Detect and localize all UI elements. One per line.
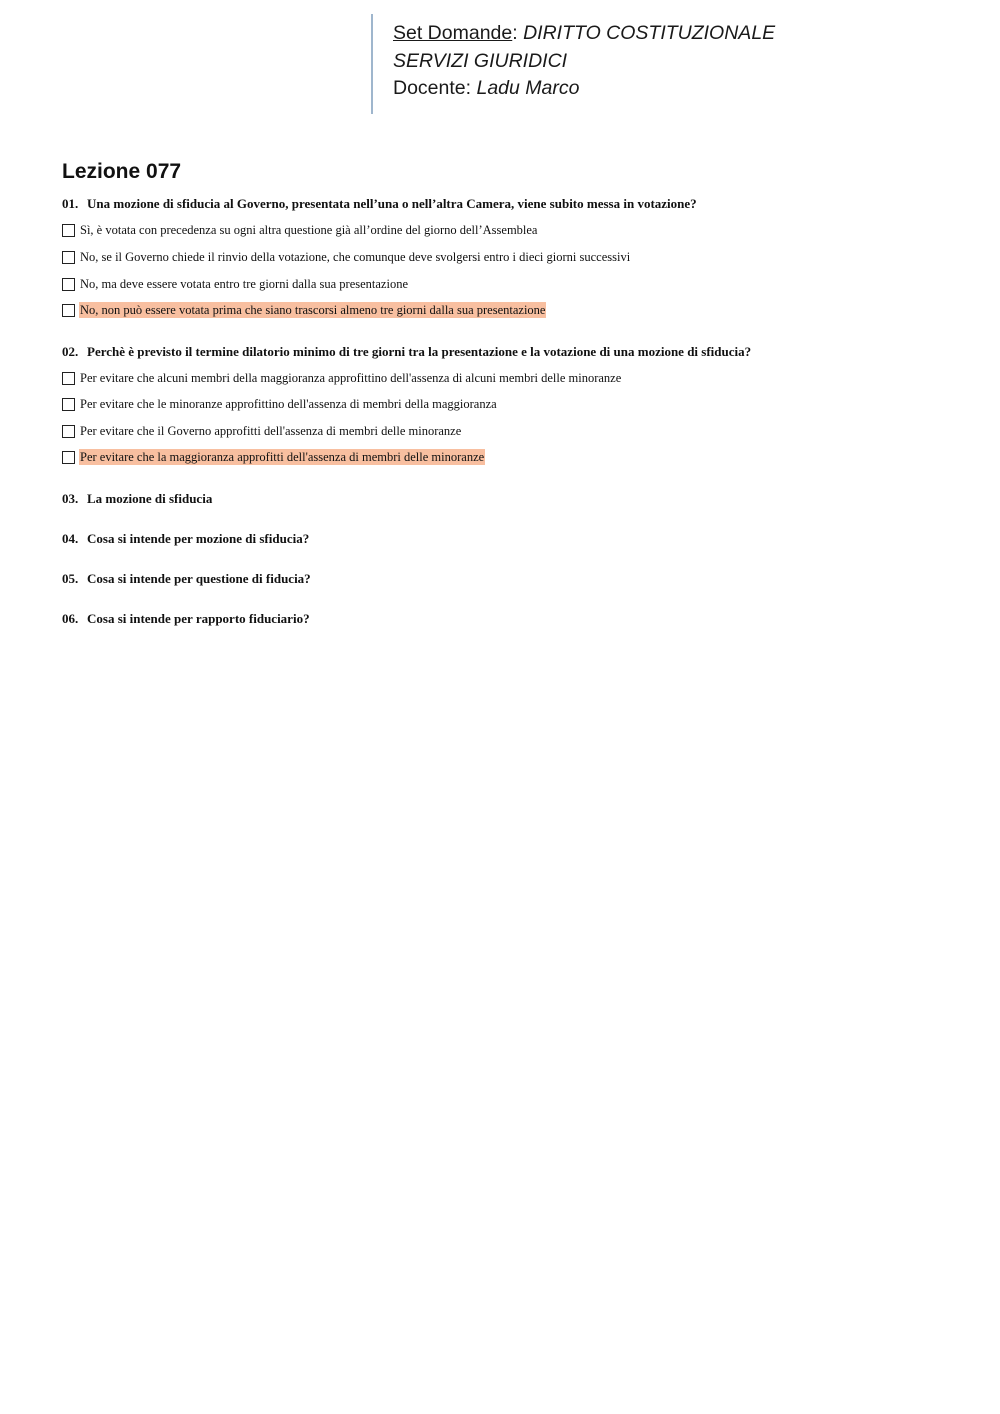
lesson-title: Lezione 077 [62,160,182,183]
answer-option-correct[interactable] [62,449,485,465]
docente-name: Ladu Marco [476,77,580,99]
question-text: Cosa si intende per mozione di sfiducia? [87,531,310,546]
question-text: La mozione di sfiducia [87,491,213,506]
subject-name: DIRITTO COSTITUZIONALE [523,22,776,44]
question-number: 06. [62,611,79,626]
answer-text: Per evitare che le minoranze approfittino dell'assenza di membri della maggioranza [80,397,497,411]
question-number: 05. [62,571,79,586]
header-set-line [393,20,871,48]
answer-checkbox[interactable] [62,278,75,291]
question-03 [62,491,962,507]
set-separator: : [512,22,524,44]
answer-option[interactable] [62,222,538,238]
answer-option[interactable] [62,276,409,292]
question-number: 01. [62,196,79,211]
answer-text: Per evitare che alcuni membri della maggioranza approfittino dell'assenza di alcuni membri delle minoranze [80,371,622,385]
question-06 [62,611,962,627]
answer-option[interactable] [62,423,462,439]
question-number: 03. [62,491,79,506]
header-docente-line [393,75,871,103]
course-name: SERVIZI GIURIDICI [393,49,568,72]
question-text: Perchè è previsto il termine dilatorio minimo di tre giorni tra la presentazione e la votazione di una mozione di sfiducia? [87,344,752,359]
question-02 [62,344,962,360]
question-05 [62,571,962,587]
question-number: 02. [62,344,79,359]
question-text: Cosa si intende per questione di fiducia? [87,571,311,586]
answer-checkbox[interactable] [62,372,75,385]
answer-text: No, ma deve essere votata entro tre giorni dalla sua presentazione [80,277,408,291]
set-domande-label: Set Domande [393,22,513,44]
answer-option[interactable] [62,249,631,265]
answer-text: No, se il Governo chiede il rinvio della votazione, che comunque deve svolgersi entro i dieci giorni successivi [80,250,631,264]
answer-text-highlighted: Per evitare che la maggioranza approfitti dell'assenza di membri delle minoranze [80,450,485,464]
answer-checkbox[interactable] [62,224,75,237]
answer-checkbox[interactable] [62,425,75,438]
question-01 [62,196,962,212]
answer-checkbox[interactable] [62,451,75,464]
answer-checkbox[interactable] [62,304,75,317]
question-text: Una mozione di sfiducia al Governo, presentata nell’una o nell’altra Camera, viene subito messa in votazione? [87,196,697,211]
answer-text: Sì, è votata con precedenza su ogni altra questione già all’ordine del giorno dell’Assemblea [80,223,538,237]
document-header [371,14,871,114]
answer-checkbox[interactable] [62,398,75,411]
answer-option[interactable] [62,396,498,412]
answer-option-correct[interactable] [62,302,546,318]
question-04 [62,531,962,547]
answer-text-highlighted: No, non può essere votata prima che siano trascorsi almeno tre giorni dalla sua presentazione [80,303,546,317]
answer-checkbox[interactable] [62,251,75,264]
question-number: 04. [62,531,79,546]
docente-label: Docente: [393,77,477,99]
answer-option[interactable] [62,370,622,386]
answer-text: Per evitare che il Governo approfitti dell'assenza di membri delle minoranze [80,424,462,438]
question-text: Cosa si intende per rapporto fiduciario? [87,611,310,626]
